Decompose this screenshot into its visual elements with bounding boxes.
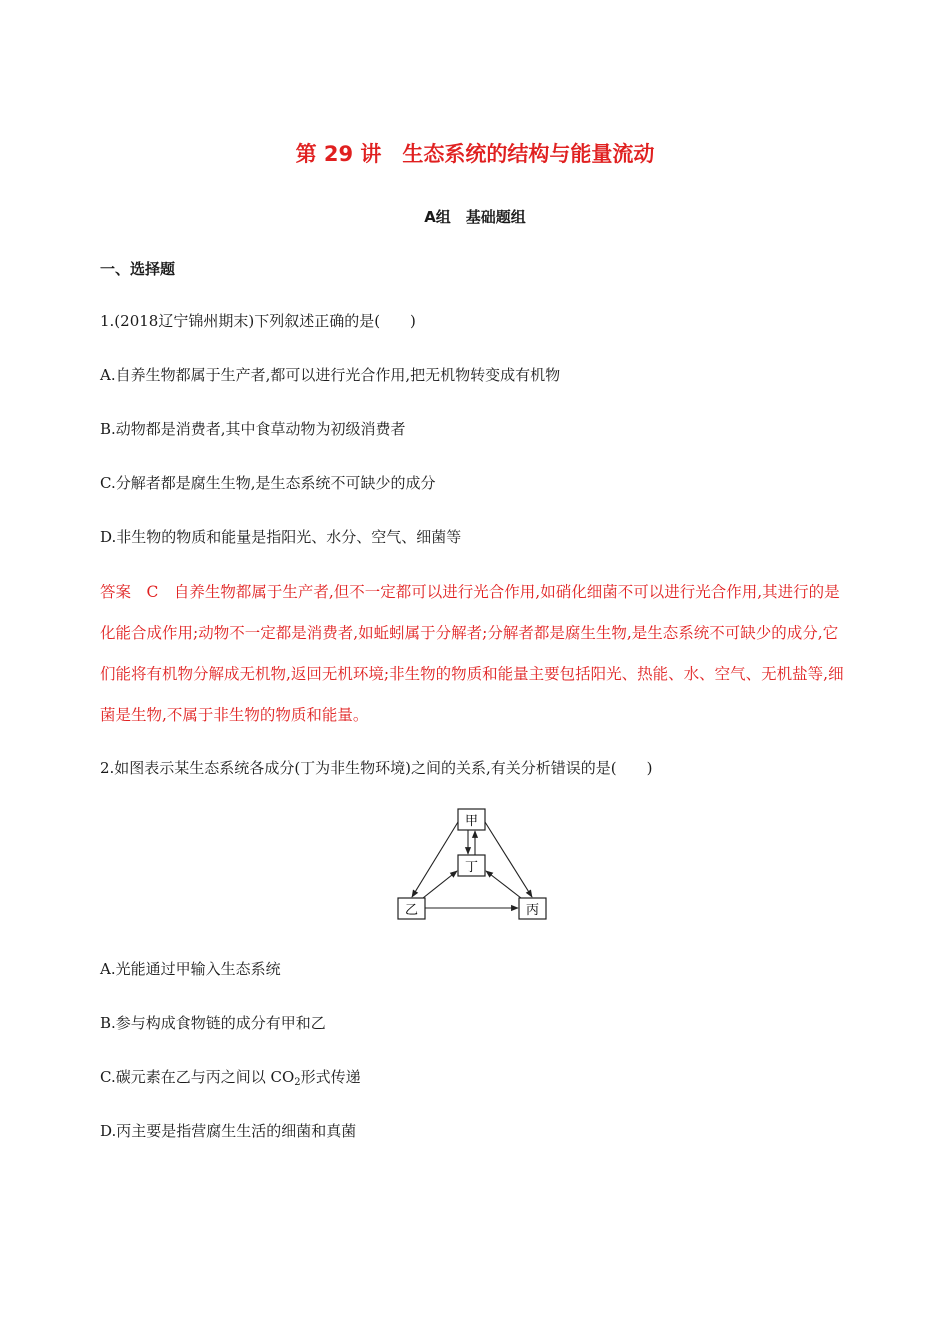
question-1-option-d: D.非生物的物质和能量是指阳光、水分、空气、细菌等 bbox=[100, 528, 462, 546]
arrow-yi-to-ding bbox=[423, 871, 457, 898]
label-bing: 丙 bbox=[525, 903, 540, 918]
section-title: 一、选择题 bbox=[100, 260, 176, 278]
question-2-option-a: A.光能通过甲输入生态系统 bbox=[100, 960, 281, 978]
question-1-option-b: B.动物都是消费者,其中食草动物为初级消费者 bbox=[100, 420, 406, 438]
page-title: 第 29 讲 生态系统的结构与能量流动 bbox=[295, 142, 655, 166]
co2-subscript: 2 bbox=[294, 1077, 301, 1088]
answer-label: 答案 C bbox=[100, 583, 174, 601]
label-jia: 甲 bbox=[464, 814, 479, 829]
label-ding: 丁 bbox=[464, 860, 479, 875]
label-yi: 乙 bbox=[404, 903, 419, 918]
question-2-option-c bbox=[100, 1066, 361, 1088]
question-1-option-c: C.分解者都是腐生生物,是生态系统不可缺少的成分 bbox=[100, 474, 436, 492]
question-2-stem: 2.如图表示某生态系统各成分(丁为非生物环境)之间的关系,有关分析错误的是( ) bbox=[100, 759, 653, 777]
question-1-option-a: A.自养生物都属于生产者,都可以进行光合作用,把无机物转变成有机物 bbox=[100, 366, 561, 384]
ecosystem-diagram bbox=[390, 800, 560, 925]
question-1-answer bbox=[100, 572, 850, 736]
arrow-bing-to-ding bbox=[486, 871, 521, 898]
question-1-stem: 1.(2018辽宁锦州期末)下列叙述正确的是( ) bbox=[100, 312, 416, 330]
arrow-jia-to-bing bbox=[485, 822, 532, 897]
question-2-option-d: D.丙主要是指营腐生生活的细菌和真菌 bbox=[100, 1122, 357, 1140]
answer-explanation: 自养生物都属于生产者,但不一定都可以进行光合作用,如硝化细菌不可以进行光合作用,其进行的是化能合成作用;动物不一定都是消费者,如蚯蚓属于分解者;分解者都是腐生生物,是生态系统不可缺少的成分,它们能将有机物分解成无机物,返回无机环境;非生物的物质和能量主要包括阳光、热能、水、空气、无机盐等,细菌是生物,不属于非生物的物质和能量。 bbox=[100, 583, 844, 724]
option-c-text-after: 形式传递 bbox=[300, 1068, 361, 1086]
group-title: A组 基础题组 bbox=[424, 208, 526, 226]
question-2-option-b: B.参与构成食物链的成分有甲和乙 bbox=[100, 1014, 326, 1032]
option-c-text-before: C.碳元素在乙与丙之间以 CO bbox=[100, 1068, 295, 1086]
arrow-jia-to-yi bbox=[412, 822, 458, 897]
